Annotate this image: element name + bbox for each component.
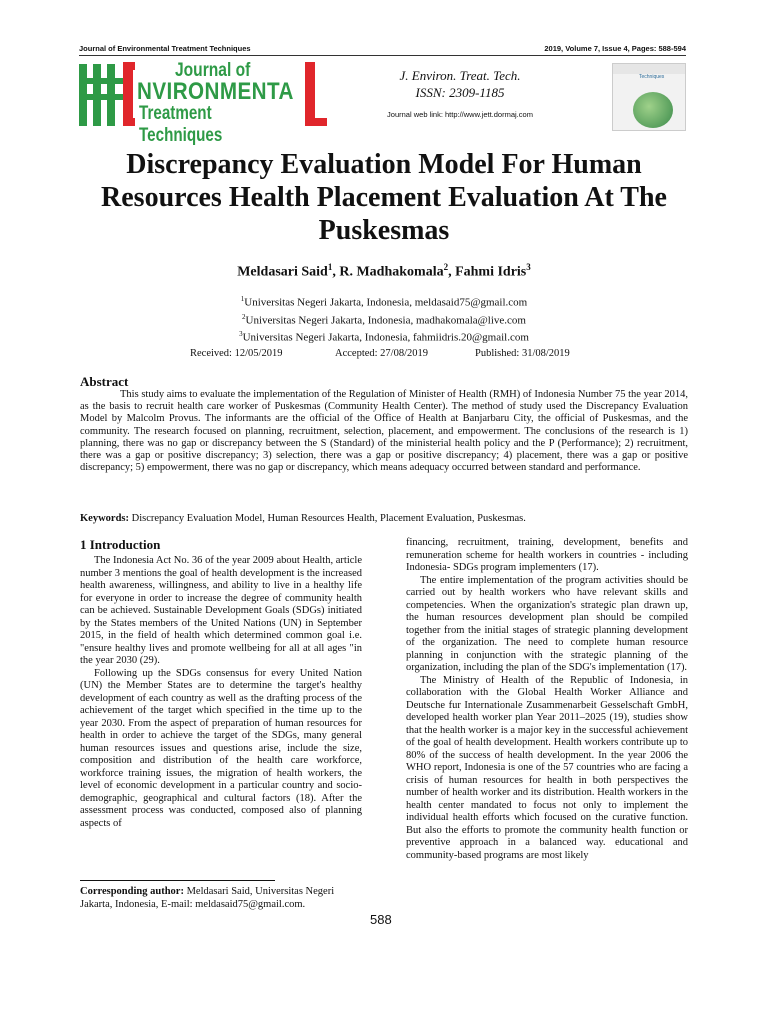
author-name: Meldasari Said: [237, 264, 328, 280]
abstract-heading: Abstract: [80, 374, 129, 389]
paragraph: financing, recruitment, training, development, benefits and remuneration scheme for health workers in countries - including Indonesia- SDGs program implementers (17).: [406, 537, 688, 573]
corresponding-author-footnote: [80, 885, 362, 911]
logo-e-letter: [123, 62, 133, 126]
journal-cover-image: [612, 63, 686, 131]
published-date: Published: 31/08/2019: [475, 348, 570, 359]
journal-logo: [79, 60, 325, 146]
header-rule: [79, 55, 686, 56]
abstract-body: This study aims to evaluate the implementation of the Regulation of Minister of Health (RMH) of Indonesia Number 75 the year 2014, as the basis to recruit health care worker of Puskesmas (Community Health Center). The method of study used the Discrepancy Evaluation Model by Malcolm Provus. The informants are the official of the Office of Health at Banjarbaru City, the official of Puskesmas, and the community. The research focused on planning, recruitment, selection, placement, and empowerment. The conclusions of the research is 1) planning, there was no gap or discrepancy between the S (Standard) of the ministerial health policy and the P (Performance); 2) recruitment, there was a gap or positive discrepancy; 3) selection, there was a gap or positive discrepancy; 4) placement, there was a gap or positive discrepancy; 5) empowerment, there was no gap or discrepancy, which means adequacy occurred between standard and performance.: [80, 389, 688, 474]
keywords-label: Keywords:: [80, 513, 129, 524]
globe-icon: [633, 92, 673, 128]
journal-weblink[interactable]: Journal web link: http://www.jett.dormaj.com: [387, 110, 533, 119]
affiliation-line: $^1$Universitas Negeri Jakarta, Indonesia, meldasaid75@gmail.com: [240, 295, 528, 309]
footnote-rule: [80, 880, 275, 881]
affiliation-line: $^2$Universitas Negeri Jakarta, Indonesia, madhakomala@live.com: [242, 312, 526, 327]
section-heading: 1 Introduction: [80, 537, 161, 552]
author-name: R. Madhakomala: [339, 264, 444, 280]
paragraph: The entire implementation of the program activities should be carried out by health workers who have relevant skills and competencies. When the organization's strategic plan drawn up, the human resources development plan should be compiled together from the initial stages of strategic planning development of the organization. The need to complete human resource planning in conjunction with the strategic planning of the organization, including the plan of the SDG's implementation (17).: [406, 574, 688, 673]
keywords: [80, 513, 688, 524]
journal-abbrev: J. Environ. Treat. Tech.: [399, 68, 521, 83]
author-list: Meldasari Said$^1$, R. Madhakomala$^2$, Fahmi Idris$^3$: [237, 262, 531, 280]
affiliation-line: $^3$Universitas Negeri Jakarta, Indonesia, fahmiidris.20@gmail.com: [239, 330, 529, 344]
logo-bars-icon: [79, 64, 123, 126]
left-column: [80, 555, 362, 830]
footnote-text: Meldasari Said, Universitas Negeri Jakarta, Indonesia, E-mail: meldasaid75@gmail.com.: [80, 886, 335, 910]
logo-line1: Journal of: [175, 60, 251, 81]
logo-l-letter: [305, 62, 315, 126]
paragraph: The Indonesia Act No. 36 of the year 2009 about Health, article number 3 mentions the goal of health development is the increased health awareness, willingness, and ability to live in a healthy life for everyone in order to increase the degree of community health can be achieved. Sustainable Development Goals (SDGs) initiated by the States members of the United Nations (UN) in September 2015, in the field of health which determined common goal i.e. "ensure healthy lives and promote wellbeing for all at all ages "in the year 2030 (29).: [80, 555, 362, 666]
page-number: 588: [370, 912, 392, 927]
paragraph: The Ministry of Health of the Republic of Indonesia, in collaboration with the Global Health Worker Alliance and Deutsche fur Internationale Zusammenarbeit Gesselschaft GmbH, developed health worker plan Year 2011–2025 (19), studies show that the health worker is a major key in the successful achievement of the goal of health development. Health workers contribute up to 80% of the success of health development. In the year 2006 the WHO report, Indonesia is one of the 57 countries who are facing a crisis of human resources for health in both perspectives the number of health worker and its distribution. Health workers in the health center mandated to focus not only to implement the individual health efforts which focused on the curative function. But also the efforts to promote the community health function or preventive approach in a balanced way. educational and community-based programs are most likely: [406, 674, 688, 861]
logo-line3: Treatment Techniques: [139, 103, 223, 146]
paper-title: Discrepancy Evaluation Model For Human Resources Health Placement Evaluation At The Puskesmas: [101, 149, 667, 246]
running-header-issue: 2019, Volume 7, Issue 4, Pages: 588-594: [544, 44, 686, 53]
journal-issn: ISSN: 2309-1185: [415, 85, 505, 100]
right-column: [406, 537, 688, 862]
received-date: Received: 12/05/2019: [190, 348, 283, 359]
footnote-label: Corresponding author:: [80, 886, 184, 897]
affiliations: [70, 292, 698, 345]
paragraph: Following up the SDGs consensus for every United Nation (UN) the Member States are to determine the target's healthy development of each country as well as the drafting process of the achievement of the target which specified in the time up to the year 2030. From the aspect of preparation of human resources for health in order to achieve the target of the SDGs, many general human resources issues and questions arise, include the size, composition and distribution of the health care workforce, workforce training issues, the migration of health workers, the level of economic development in a particular country and socio-demographic, geographical and cultural factors (18). After the assessment process was conducted, composed also of planning aspects of: [80, 667, 362, 829]
cover-title: Techniques: [639, 74, 665, 80]
journal-info: [340, 67, 580, 101]
running-header-journal: Journal of Environmental Treatment Techniques: [79, 44, 251, 53]
author-name: Fahmi Idris: [455, 264, 527, 280]
keywords-text: Discrepancy Evaluation Model, Human Resources Health, Placement Evaluation, Puskesmas.: [129, 513, 526, 524]
logo-line2: NVIRONMENTA: [137, 78, 294, 105]
accepted-date: Accepted: 27/08/2019: [335, 348, 429, 359]
